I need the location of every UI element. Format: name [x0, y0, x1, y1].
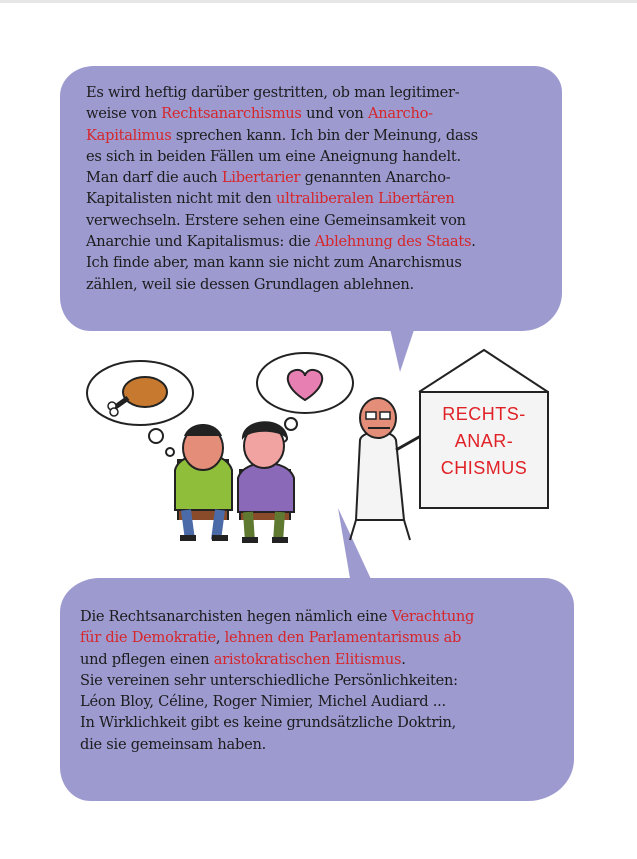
- text-segment: In Wirklichkeit gibt es keine grundsätzliche Doktrin,: [80, 714, 457, 732]
- text-segment: die sie gemeinsam haben.: [80, 735, 267, 753]
- bubble-text-line: [80, 712, 574, 733]
- bubble-text-line: [80, 670, 574, 691]
- bubble-text-line: [80, 691, 574, 712]
- sign-board: [419, 350, 548, 508]
- bubble-text-line: [80, 606, 574, 627]
- bubble-text-line: [86, 252, 562, 273]
- bubble-text-line: [80, 734, 574, 755]
- speech-bubble-bottom: [60, 578, 574, 801]
- text-segment: es sich in beiden Fällen um eine Aneignung handelt.: [86, 147, 461, 165]
- text-segment: ,: [215, 629, 225, 647]
- text-segment: und von: [301, 105, 368, 123]
- highlighted-term: für die Demokratie: [80, 629, 216, 647]
- bubble-text-line: [86, 82, 562, 103]
- highlighted-term: Kapitalimus: [86, 126, 172, 144]
- highlighted-term: lehnen den Parlamentarismus ab: [224, 629, 462, 647]
- thought-bubble-chicken: [87, 361, 193, 456]
- bubble-text-line: [86, 167, 562, 188]
- text-segment: verwechseln. Erstere sehen eine Gemeinsamkeit von: [86, 211, 466, 229]
- highlighted-term: Ablehnung des Staats: [314, 233, 472, 251]
- text-segment: Die Rechtsanarchisten hegen nämlich eine: [80, 608, 392, 625]
- highlighted-term: ultraliberalen Libertären: [275, 190, 455, 208]
- text-segment: weise von: [86, 105, 162, 123]
- seated-man-figure: [175, 424, 232, 541]
- text-segment: .: [471, 233, 476, 251]
- bubble-text-line: [80, 627, 574, 648]
- text-segment: Kapitalisten nicht mit den: [86, 190, 276, 208]
- bubble-text-line: [86, 188, 562, 209]
- text-segment: Sie vereinen sehr unterschiedliche Persönlichkeiten:: [80, 671, 458, 689]
- text-segment: Anarchie und Kapitalismus: die: [86, 233, 315, 251]
- bubble-text-line: [86, 231, 562, 252]
- highlighted-term: Rechtsanarchismus: [161, 105, 302, 123]
- text-segment: zählen, weil sie dessen Grundlagen ablehnen.: [86, 275, 414, 293]
- text-segment: Ich finde aber, man kann sie nicht zum Anarchismus: [86, 254, 462, 272]
- highlighted-term: Verachtung: [391, 608, 475, 625]
- sign-line-1: RECHTS-: [442, 404, 526, 424]
- text-segment: Es wird heftig darüber gestritten, ob man legitimer-: [86, 84, 460, 101]
- bubble-text-line: [86, 125, 562, 146]
- text-segment: Léon Bloy, Céline, Roger Nimier, Michel Audiard ...: [80, 693, 446, 711]
- bubble-text-line: [80, 649, 574, 670]
- highlighted-term: Anarcho-: [367, 105, 433, 123]
- highlighted-term: Libertarier: [221, 169, 301, 187]
- bubble-text-line: [86, 103, 562, 124]
- sign-line-3: CHISMUS: [440, 458, 528, 478]
- text-segment: Man darf die auch: [86, 169, 222, 187]
- bubble-text-line: [86, 210, 562, 231]
- text-segment: und pflegen einen: [80, 650, 214, 668]
- sign-line-2: ANAR-: [454, 431, 514, 451]
- text-segment: sprechen kann. Ich bin der Meinung, dass: [171, 126, 478, 144]
- speech-bubble-top: [60, 66, 562, 331]
- highlighted-term: aristokratischen Elitismus: [213, 650, 402, 668]
- bubble-text-line: [86, 274, 562, 295]
- text-segment: .: [401, 650, 406, 668]
- bubble-text-line: [86, 146, 562, 167]
- text-segment: genannten Anarcho-: [300, 169, 451, 187]
